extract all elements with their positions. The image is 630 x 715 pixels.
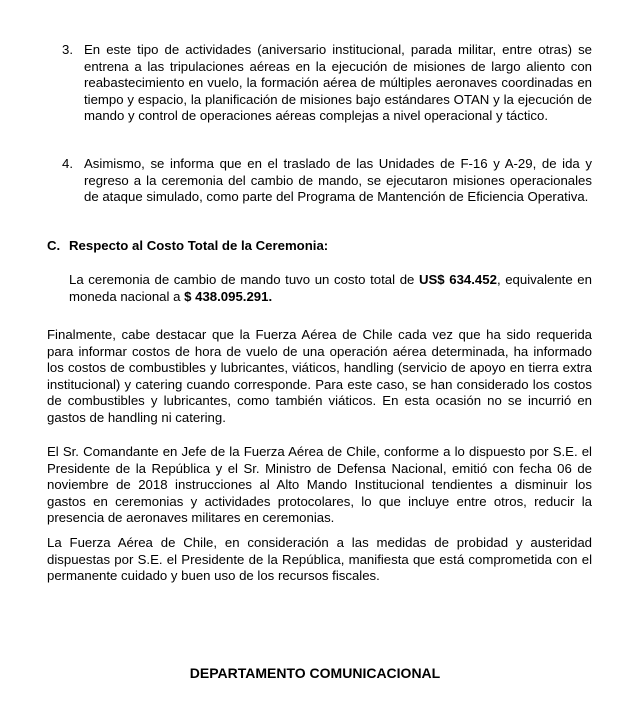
cost-text-middle: , equivalente en moneda nacional a	[69, 272, 592, 304]
cost-text-before: La ceremonia de cambio de mando tuvo un costo total de	[69, 272, 419, 287]
cost-amount-usd: US$ 634.452	[418, 272, 497, 287]
cost-amount-clp: $ 438.095.291.	[184, 288, 273, 304]
section-letter: C.	[47, 238, 61, 253]
list-item-text: En este tipo de actividades (aniversario institucional, parada militar, entre otras) se entrena a las tripulaciones aéreas en la ejecución de misiones de largo aliento con reabastecimiento en vuelo, la formación aérea de múltiples aeronaves coordinadas en tiempo y espacio, la planificación de misiones bajo estándares OTAN y la ejecución de mando y control de operaciones aéreas complejas a nivel operacional y táctico.	[84, 42, 592, 124]
section-heading-c	[47, 238, 328, 255]
list-item-number: 4.	[62, 156, 73, 171]
paragraph-comandante: El Sr. Comandante en Jefe de la Fuerza Aérea de Chile, conforme a lo dispuesto por S.E. el Presidente de la República y el Sr. Ministro de Defensa Nacional, emitió con fecha 06 de noviembre de 2018 instrucciones al Alto Mando Institucional tendientes a disminuir los gastos en ceremonias y actividades protocolares, lo que incluye entre otros, reducir la presencia de aeronaves militares en ceremonias.	[47, 444, 592, 526]
list-item-text: Asimismo, se informa que en el traslado de las Unidades de F-16 y A-29, de ida y regreso a la ceremonia del cambio de mando, se ejecutaron misiones operacionales de ataque simulado, como parte del Programa de Mantención de Eficiencia Operativa.	[84, 156, 592, 205]
cost-paragraph	[69, 272, 592, 305]
section-title: Respecto al Costo Total de la Ceremonia:	[69, 238, 329, 253]
paragraph-finalmente: Finalmente, cabe destacar que la Fuerza Aérea de Chile cada vez que ha sido requerida para informar costos de hora de vuelo de una operación aérea determinada, ha informado los costos de combustibles y lubricantes, viáticos, handling (servicio de apoyo en tierra extra institucional) y catering cuando corresponde. Para este caso, se han considerado los costos de combustibles y lubricantes, como también viáticos. En esta ocasión no se incurrió en gastos de handling ni catering.	[47, 327, 592, 425]
list-item-number: 3.	[62, 42, 73, 57]
list-item-4	[62, 156, 592, 206]
signature-department: DEPARTAMENTO COMUNICACIONAL	[189, 665, 441, 681]
list-item-3	[62, 42, 592, 125]
paragraph-probidad: La Fuerza Aérea de Chile, en consideración a las medidas de probidad y austeridad dispuestas por S.E. el Presidente de la República, manifiesta que está comprometida con el permanente cuidado y buen uso de los recursos fiscales.	[47, 535, 592, 584]
